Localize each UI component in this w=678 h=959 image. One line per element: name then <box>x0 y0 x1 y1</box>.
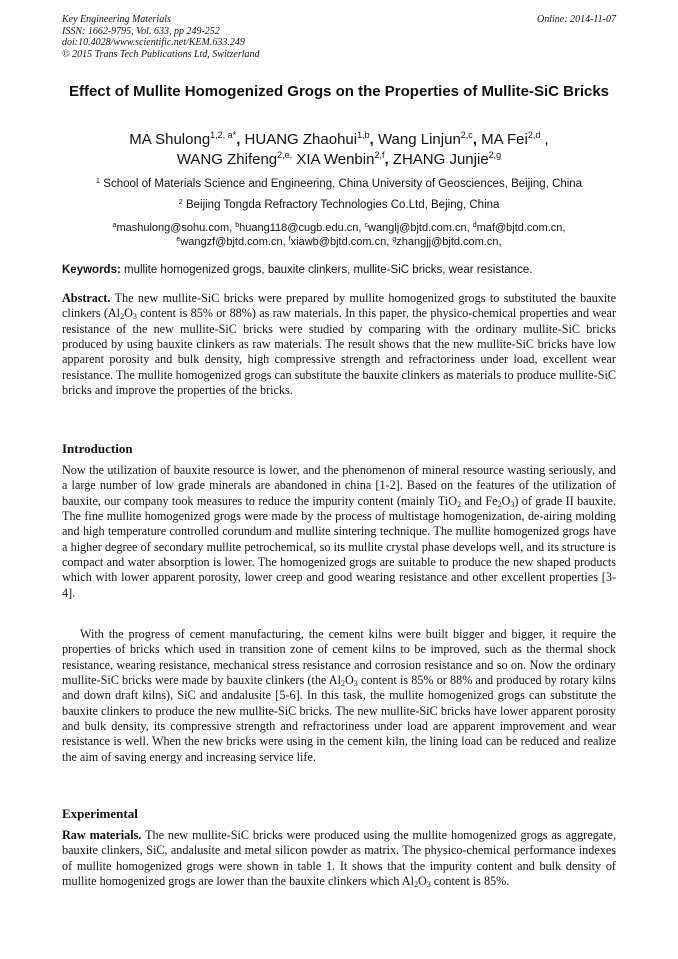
journal-issn: ISSN: 1662-9795, Vol. 633, pp 249-252 <box>62 25 220 37</box>
subscript: 3 <box>426 880 431 890</box>
affiliation-sup: 1 <box>95 176 101 185</box>
author-sup: 2,e, <box>277 150 293 160</box>
email-sup: d <box>472 222 477 229</box>
introduction-paragraph-1 <box>62 463 616 601</box>
author-name: Wang Linjun <box>377 131 461 148</box>
author-sep: , <box>540 131 549 148</box>
paragraph-text: O <box>418 874 427 889</box>
author-name: WANG Zhifeng <box>176 151 278 168</box>
journal-name: Key Engineering Materials <box>62 14 171 25</box>
author-sep: , <box>472 131 482 148</box>
affiliation-text: Beijing Tongda Refractory Technologies Co.Ltd, Bejing, China <box>185 199 500 211</box>
paper-title: Effect of Mullite Homogenized Grogs on the Properties of Mullite-SiC Bricks <box>68 83 610 100</box>
subscript: 2 <box>457 499 462 509</box>
abstract <box>62 291 616 398</box>
author-name: HUANG Zhaohui <box>244 131 358 148</box>
author-sup: 2,d <box>527 130 541 140</box>
subscript: 2 <box>340 679 345 689</box>
author-sup: 2,c <box>460 130 473 140</box>
abstract-label: Abstract. <box>62 291 111 305</box>
journal-header <box>62 14 260 60</box>
paragraph-text: O <box>501 493 511 508</box>
email-sup: b <box>235 222 240 229</box>
paragraph-text: With the progress of cement manufacturing, the cement kilns were built bigger and bigger, it require the properties of bricks which used in transition zone of cement kilns to be improved, such as the thermal shock resistance, wearing resistance, mechanical stress resistance and corrosion resistance and so on. Now the ordinary mullite-SiC bricks were made by bauxite clinkers (the Al <box>62 627 616 688</box>
email-sup: g <box>392 236 397 243</box>
online-date: Online: 2014-11-07 <box>537 14 616 25</box>
abstract-text: The new mullite-SiC bricks were prepared by mullite homogenized grogs to substituted the bauxite clinkers (Al <box>62 291 616 321</box>
subscript: 3 <box>510 499 515 509</box>
email-link[interactable]: zhangjj@bjtd.com.cn, <box>396 236 502 248</box>
email-link[interactable]: xiawb@bjtd.com.cn, <box>290 236 393 248</box>
introduction-heading: Introduction <box>62 441 133 456</box>
subscript: 2 <box>414 880 418 890</box>
email-link[interactable]: wanglj@bjtd.com.cn, <box>368 222 473 234</box>
affiliation-1 <box>62 177 616 191</box>
paragraph-text: Now the utilization of bauxite resource is lower, and the phenomenon of mineral resource wasting seriously, and a large number of low grade minerals are abandoned in china [1-2]. Based on the features of the utilization of bauxite, our company took measures to reduce the impurity content (mainly TiO <box>62 463 616 508</box>
subscript: 2 <box>497 499 502 509</box>
paragraph-text: O <box>344 673 354 688</box>
journal-doi: doi:10.4028/www.scientific.net/KEM.633.249 <box>62 37 245 48</box>
email-list <box>62 221 616 249</box>
email-link[interactable]: maf@bjtd.com.cn, <box>476 222 566 234</box>
email-link[interactable]: mashulong@sohu.com, <box>116 222 236 234</box>
author-name: XIA Wenbin <box>296 151 375 168</box>
journal-copyright: © 2015 Trans Tech Publications Ltd, Switzerland <box>62 48 260 60</box>
author-sup: 1,b <box>357 130 370 140</box>
author-sup: 2,g <box>488 150 502 160</box>
email-link[interactable]: wangzf@bjtd.com.cn, <box>180 236 289 248</box>
abstract-text: O <box>124 306 133 321</box>
paragraph-text: content is 85%. <box>430 874 510 889</box>
keywords-text: mullite homogenized grogs, bauxite clinkers, mullite-SiC bricks, wear resistance. <box>120 264 533 276</box>
author-name: MA Fei <box>481 131 528 148</box>
subscript: 3 <box>132 312 137 322</box>
author-sep: , <box>369 131 378 148</box>
paragraph-text: content is 85% or 88% and produced by rotary kilns and down draft kilns), SiC and andalusite [5-6]. In this task, the mullite homogenized grogs can substitute the bauxite clinkers to produce the new mullite-SiC bricks. The new mullite-SiC bricks have lower apparent porosity and bulk density, its compressive strength and refractoriness under load are apparent improvement and wear resistance is well. When the new bricks were using in the cement kiln, the lining load can be reduced and realize the aim of saving energy and increasing service life. <box>62 673 616 764</box>
author-list <box>62 130 616 170</box>
paragraph-text: The new mullite-SiC bricks were produced using the mullite homogenized grogs as aggregate, bauxite clinkers, SiC, andalusite and metal silicon powder as matrix. The physico-chemical performance indexes of mullite homogenized grogs were shown in table 1. It shows that the impurity content and bulk density of mullite homogenized grogs are lower than the bauxite clinkers which Al <box>62 828 616 889</box>
author-sep: , <box>236 131 245 148</box>
paragraph-text: ) of grade II bauxite. The fine mullite homogenized grogs were made by the process of multistage homogenization, de-airing molding and high temperature controlled corundum and mullite sintering technique. The mullite homogenized grogs have a higher degree of secondary mullite petrochemical, so its mullite crystal phase develops well, and its structure is compact and water absorption is lower. The homogenized grogs are suitable to produce the new shaped products which with lower apparent porosity, lower creep and good wearing resistance and other excellent properties [3-4]. <box>62 493 616 600</box>
paragraph-text: and Fe <box>461 493 498 508</box>
raw-materials-label: Raw materials. <box>62 828 142 842</box>
author-name: MA Shulong <box>129 131 211 148</box>
affiliation-sup: 2 <box>178 197 183 206</box>
abstract-text: content is 85% or 88%) as raw materials. In this paper, the physico-chemical properties and wear resistance of the new mullite-SiC bricks were studied by comparing with the ordinary mullite-SiC bricks produced by using bauxite clinkers as raw materials. The result shows that the new mullite-SiC bricks have low apparent porosity and bulk density, high compressive strength and refractoriness under load, excellent wear resistance. The mullite homogenized grogs can substitute the bauxite clinkers as materials to produce mullite-SiC bricks and improve the properties of the bricks. <box>62 306 617 398</box>
keywords <box>62 263 616 277</box>
subscript: 2 <box>120 312 125 322</box>
email-sup: f <box>288 236 291 243</box>
experimental-paragraph-1 <box>62 828 616 889</box>
email-sup: a <box>112 222 117 229</box>
email-sup: e <box>176 236 181 243</box>
author-sep: , <box>384 151 393 168</box>
experimental-heading: Experimental <box>62 806 138 821</box>
author-sup: 1,2, a* <box>210 130 237 140</box>
email-link[interactable]: huang118@cugb.edu.cn, <box>239 222 365 234</box>
introduction-paragraph-2 <box>62 627 616 765</box>
subscript: 3 <box>353 679 358 689</box>
author-name: ZHANG Junjie <box>392 151 489 168</box>
affiliation-2 <box>62 198 616 212</box>
keywords-label: Keywords: <box>62 264 121 276</box>
author-sup: 2,f <box>374 150 385 160</box>
affiliation-text: School of Materials Science and Engineering, China University of Geosciences, Beijing, China <box>103 178 583 190</box>
email-sup: c <box>364 222 368 229</box>
